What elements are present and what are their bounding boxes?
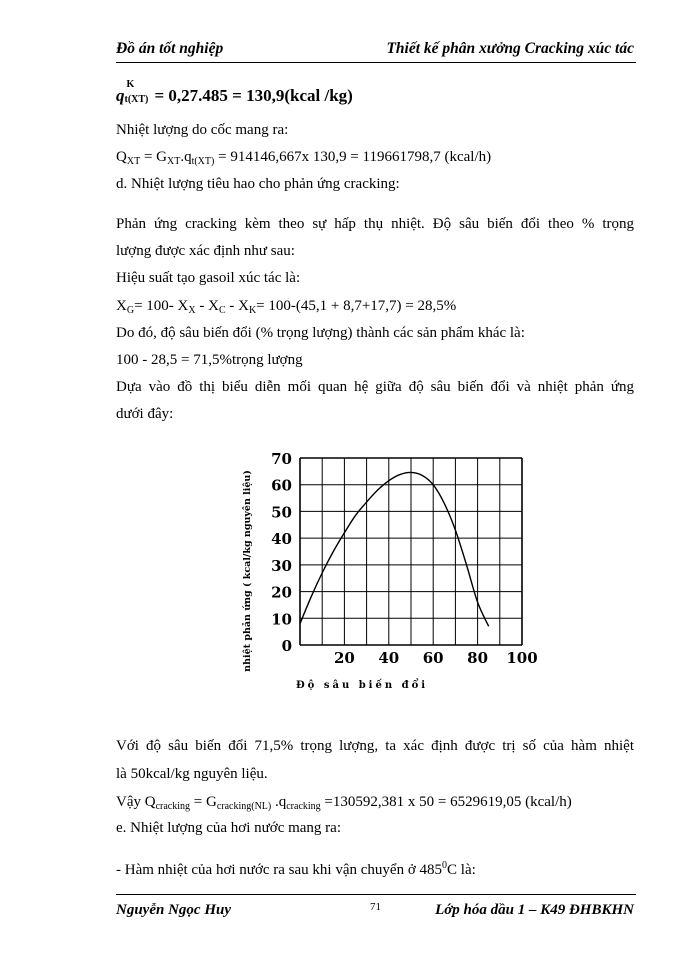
y-tick-labels	[271, 450, 292, 655]
x-tick-labels	[334, 649, 538, 667]
eq-part: =130592,381 x 50 = 6529619,05 (kcal/h)	[320, 794, 572, 810]
eq-sub: cracking	[155, 801, 191, 812]
text-line: Nhiệt lượng do cốc mang ra:	[116, 122, 289, 138]
footer-class: Lớp hóa dầu 1 – K49 ĐHBKHN	[435, 902, 634, 918]
paragraph-line: Với độ sâu biến đổi 71,5% trọng lượng, ta xác định được trị số của hàm nhiệt	[116, 738, 634, 754]
page-number: 71	[370, 901, 381, 913]
paragraph-line: Dựa vào đồ thị biểu diễn mối quan hệ giữa độ sâu biến đổi và nhiệt phản ứng	[116, 379, 634, 395]
y-tick-label: 10	[271, 610, 292, 629]
eq-part: = 100- X	[134, 298, 189, 314]
paragraph-line: là 50kcal/kg nguyên liệu.	[116, 766, 268, 782]
eq-part: - X	[225, 298, 249, 314]
equation-qxt	[116, 149, 491, 167]
page-footer	[116, 894, 636, 925]
y-tick-label: 50	[271, 503, 292, 522]
chart-reaction-heat	[232, 443, 552, 693]
eq-sub: t(XT)	[191, 156, 215, 167]
y-tick-label: 70	[271, 450, 292, 468]
eq-part: = G	[190, 794, 217, 810]
eq-part: .q	[180, 149, 192, 165]
formula-sup: K	[126, 79, 135, 91]
text-line-steam	[116, 860, 476, 879]
header-left: Đồ án tốt nghiệp	[116, 40, 224, 57]
eq-part: Q	[116, 149, 127, 165]
eq-part: .q	[271, 794, 287, 810]
eq-part: = 100-(45,1 + 8,7+17,7) = 28,5%	[256, 298, 457, 314]
formula-index	[124, 79, 155, 107]
text-line: Do đó, độ sâu biến đổi (% trọng lượng) thành các sản phẩm khác là:	[116, 325, 525, 341]
y-tick-label: 0	[281, 637, 292, 655]
eq-sup: 0	[442, 860, 448, 871]
eq-sub: cracking(NL)	[216, 801, 272, 812]
x-tick-label: 80	[467, 649, 489, 667]
series-line-reaction-heat	[300, 472, 489, 626]
equation-xg	[116, 298, 456, 316]
eq-sub: C	[218, 305, 226, 316]
formula-rhs: = 0,27.485 = 130,9(kcal /kg)	[154, 86, 353, 105]
section-heading-e: e. Nhiệt lượng của hơi nước mang ra:	[116, 820, 341, 836]
eq-sub: K	[248, 305, 257, 316]
equation-qcracking	[116, 794, 572, 812]
text-line: 100 - 28,5 = 71,5%trọng lượng	[116, 352, 303, 368]
eq-sub: XT	[166, 156, 181, 167]
formula-sub: t(XT)	[124, 94, 149, 106]
x-tick-label: 100	[506, 649, 538, 667]
x-tick-label: 20	[333, 649, 355, 667]
eq-part: C là:	[447, 862, 476, 878]
x-tick-label: 40	[378, 649, 400, 667]
paragraph-line: dưới đây:	[116, 406, 174, 422]
footer-author: Nguyễn Ngọc Huy	[116, 902, 231, 918]
eq-part: Vậy Q	[116, 794, 156, 810]
paragraph-line: Phản ứng cracking kèm theo sự hấp thụ nhiệt. Độ sâu biến đổi theo % trọng	[116, 216, 634, 232]
eq-sub: X	[188, 305, 196, 316]
y-tick-label: 40	[271, 530, 292, 549]
eq-part: = 914146,667x 130,9 = 119661798,7 (kcal/h)	[214, 149, 492, 165]
eq-part: - Hàm nhiệt của hơi nước ra sau khi vận chuyển ở 485	[116, 862, 443, 878]
eq-part: X	[116, 298, 127, 314]
eq-sub: cracking	[286, 801, 321, 812]
formula-symbol: q	[116, 86, 125, 105]
header-right: Thiết kế phân xưởng Cracking xúc tác	[386, 40, 634, 57]
eq-part: = G	[140, 149, 167, 165]
formula-heat-coke	[116, 79, 353, 107]
text-line: Hiệu suất tạo gasoil xúc tác là:	[116, 270, 301, 286]
eq-part: - X	[195, 298, 219, 314]
y-axis-label: nhiệt phản ứng ( kcal/kg nguyên liệu)	[242, 470, 253, 672]
y-tick-label: 60	[271, 476, 292, 495]
y-tick-label: 30	[271, 556, 292, 575]
x-axis-label: Độ sâu biến đổi	[295, 680, 429, 691]
eq-sub: G	[126, 305, 135, 316]
y-tick-label: 20	[271, 583, 292, 602]
section-heading-d: d. Nhiệt lượng tiêu hao cho phản ứng cracking:	[116, 176, 400, 192]
paragraph-line: lượng được xác định như sau:	[116, 243, 295, 259]
eq-sub: XT	[126, 156, 141, 167]
page-header	[116, 38, 636, 63]
x-tick-label: 60	[422, 649, 444, 667]
